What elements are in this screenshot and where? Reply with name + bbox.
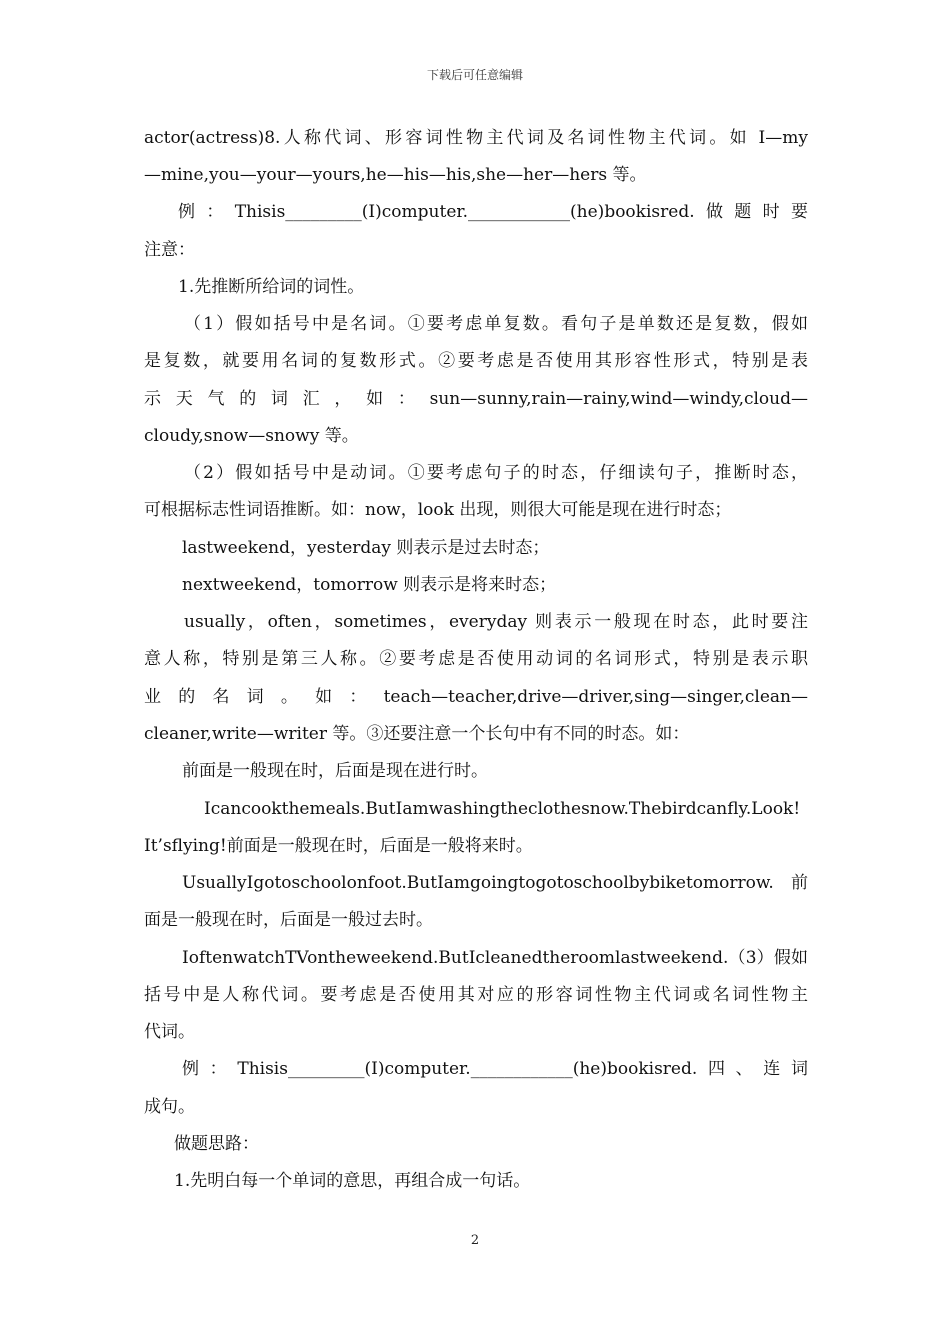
text-line: cleaner,write—writer 等。③还要注意一个长句中有不同的时态。如：	[144, 724, 690, 744]
text-line: 示天气的词汇，如：sun—sunny,rain—rainy,wind—windy,cloud—	[144, 389, 808, 409]
text-line: usually，often，sometimes，everyday 则表示一般现在时态，此时要注	[184, 612, 808, 632]
text-line: 意人称，特别是第三人称。②要考虑是否使用动词的名词形式，特别是表示职	[144, 649, 808, 669]
text-line: 前面是一般现在时，后面是现在进行时。	[182, 761, 488, 781]
text-line: 业的名词。如：teach—teacher,drive—driver,sing—singer,clean—	[144, 687, 808, 707]
text-line: nextweekend，tomorrow 则表示是将来时态；	[182, 575, 557, 595]
text-line: Icancookthemeals.ButIamwashingtheclothesnow.Thebirdcanfly.Look!	[204, 799, 801, 819]
page-header: 下载后可任意编辑	[426, 68, 523, 82]
text-line: 注意：	[144, 240, 195, 260]
text-line: 可根据标志性词语推断。如：now，look 出现，则很大可能是现在进行时态；	[144, 500, 732, 520]
text-line: （1）假如括号中是名词。①要考虑单复数。看句子是单数还是复数，假如	[184, 314, 808, 334]
text-line: 做题思路：	[174, 1134, 259, 1154]
text-line: 面是一般现在时，后面是一般过去时。	[144, 910, 433, 930]
text-line: 1.先明白每一个单词的意思，再组合成一句话。	[174, 1171, 531, 1191]
text-line: —mine,you—your—yours,he—his—his,she—her—hers 等。	[144, 165, 647, 185]
text-line: actor(actress)8.人称代词、形容词性物主代词及名词性物主代词。如 I—my	[144, 128, 808, 148]
text-line: UsuallyIgotoschoolonfoot.ButIamgoingtogotoschoolbybiketomorrow.前	[182, 873, 808, 893]
text-line: 成句。	[144, 1097, 195, 1117]
text-line: 例：Thisis_________(I)computer.____________(he)bookisred.四、连词	[182, 1059, 808, 1079]
text-line: 1.先推断所给词的词性。	[178, 277, 365, 297]
text-line: 例：Thisis_________(I)computer.____________(he)bookisred.做题时要	[178, 202, 808, 222]
text-line: It’sflying!前面是一般现在时，后面是一般将来时。	[144, 836, 533, 856]
text-line: IoftenwatchTVontheweekend.ButIcleanedtheroomlastweekend.（3）假如	[182, 948, 808, 968]
page-number: 2	[470, 1233, 480, 1248]
text-line: 是复数，就要用名词的复数形式。②要考虑是否使用其形容性形式，特别是表	[144, 351, 808, 371]
text-line: lastweekend，yesterday 则表示是过去时态；	[182, 538, 550, 558]
text-line: 括号中是人称代词。要考虑是否使用其对应的形容词性物主代词或名词性物主	[144, 985, 808, 1005]
text-line: cloudy,snow—snowy 等。	[144, 426, 359, 446]
text-line: 代词。	[144, 1022, 195, 1042]
text-line: （2）假如括号中是动词。①要考虑句子的时态，仔细读句子，推断时态，	[184, 463, 808, 483]
